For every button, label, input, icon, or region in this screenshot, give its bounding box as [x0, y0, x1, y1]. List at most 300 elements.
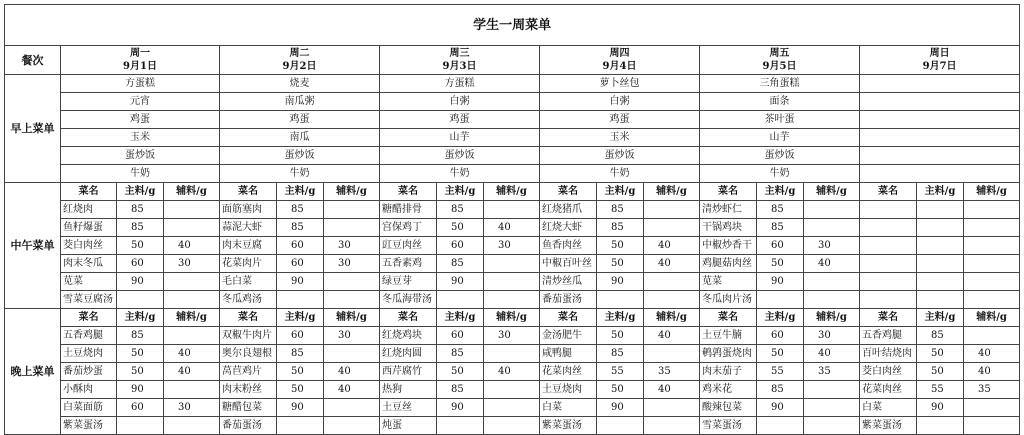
aux-ingredient-header: 辅料/g — [484, 183, 540, 201]
breakfast-item: 元宵 — [61, 93, 220, 111]
main-ingredient-grams: 50 — [437, 363, 484, 381]
aux-ingredient-grams: 30 — [164, 255, 220, 273]
dish-name — [860, 237, 917, 255]
aux-ingredient-grams — [324, 291, 380, 309]
breakfast-item — [860, 129, 1020, 147]
main-ingredient-grams: 85 — [437, 345, 484, 363]
dish-name: 白菜 — [860, 399, 917, 417]
main-ingredient-grams: 50 — [117, 345, 164, 363]
dish-name-header: 菜名 — [700, 309, 757, 327]
aux-ingredient-grams — [644, 345, 700, 363]
aux-ingredient-grams — [644, 399, 700, 417]
main-ingredient-grams: 90 — [597, 399, 644, 417]
breakfast-item: 蛋炒饭 — [220, 147, 380, 165]
dish-name: 冬瓜肉片汤 — [700, 291, 757, 309]
dish-name: 苋菜 — [700, 273, 757, 291]
aux-ingredient-grams: 30 — [324, 237, 380, 255]
aux-ingredient-grams: 40 — [644, 327, 700, 345]
main-ingredient-grams: 90 — [277, 273, 324, 291]
breakfast-item: 牛奶 — [380, 165, 540, 183]
main-ingredient-grams — [597, 417, 644, 435]
lunch-subheader-row — [5, 183, 1020, 201]
title-row — [5, 5, 1020, 46]
meal-label-lunch: 中午菜单 — [5, 183, 61, 309]
dish-name: 土豆烧肉 — [61, 345, 117, 363]
main-ingredient-grams: 50 — [597, 255, 644, 273]
dinner-row — [5, 399, 1020, 417]
main-ingredient-grams — [917, 201, 964, 219]
main-ingredient-grams — [917, 291, 964, 309]
aux-ingredient-grams: 40 — [644, 255, 700, 273]
day-name: 周三 — [449, 48, 470, 59]
dish-name: 花菜肉片 — [220, 255, 277, 273]
main-ingredient-header: 主料/g — [597, 309, 644, 327]
dish-name: 红烧鸡块 — [380, 327, 437, 345]
dinner-row — [5, 381, 1020, 399]
day-header — [540, 46, 700, 75]
lunch-row — [5, 219, 1020, 237]
breakfast-item: 玉米 — [61, 129, 220, 147]
main-ingredient-grams — [917, 237, 964, 255]
dish-name: 中椒炒香干 — [700, 237, 757, 255]
aux-ingredient-grams — [164, 201, 220, 219]
day-date: 9月2日 — [282, 61, 317, 72]
main-ingredient-grams: 90 — [437, 399, 484, 417]
menu-sheet — [4, 4, 1020, 431]
aux-ingredient-header: 辅料/g — [804, 309, 860, 327]
main-ingredient-grams — [757, 417, 804, 435]
dish-name: 紫菜蛋汤 — [61, 417, 117, 435]
dish-name: 肉末茄子 — [700, 363, 757, 381]
aux-ingredient-header: 辅料/g — [964, 183, 1020, 201]
dish-name: 酸辣包菜 — [700, 399, 757, 417]
dish-name: 热狗 — [380, 381, 437, 399]
aux-ingredient-grams — [164, 291, 220, 309]
main-ingredient-grams: 85 — [437, 201, 484, 219]
meal-label-breakfast: 早上菜单 — [5, 75, 61, 183]
breakfast-item: 方蛋糕 — [61, 75, 220, 93]
aux-ingredient-grams — [644, 291, 700, 309]
breakfast-item: 蛋炒饭 — [540, 147, 700, 165]
main-ingredient-grams: 85 — [757, 219, 804, 237]
main-ingredient-grams: 85 — [117, 327, 164, 345]
dish-name: 干锅鸡块 — [700, 219, 757, 237]
aux-ingredient-grams: 30 — [804, 327, 860, 345]
day-header — [380, 46, 540, 75]
main-ingredient-grams: 85 — [597, 219, 644, 237]
dish-name: 紫菜蛋汤 — [540, 417, 597, 435]
dish-name — [860, 273, 917, 291]
dish-name-header: 菜名 — [700, 183, 757, 201]
main-ingredient-header: 主料/g — [437, 183, 484, 201]
dish-name: 鹌鹑蛋烧肉 — [700, 345, 757, 363]
breakfast-item — [860, 147, 1020, 165]
dish-name: 冬瓜鸡汤 — [220, 291, 277, 309]
main-ingredient-grams: 90 — [437, 273, 484, 291]
main-ingredient-grams: 90 — [117, 273, 164, 291]
breakfast-item: 鸡蛋 — [540, 111, 700, 129]
aux-ingredient-grams — [164, 219, 220, 237]
dish-name: 紫菜蛋汤 — [860, 417, 917, 435]
dish-name: 金汤肥牛 — [540, 327, 597, 345]
dish-name — [860, 219, 917, 237]
main-ingredient-grams: 60 — [277, 255, 324, 273]
main-ingredient-grams: 85 — [917, 327, 964, 345]
dish-name: 土豆牛腩 — [700, 327, 757, 345]
dish-name: 红烧肉 — [61, 201, 117, 219]
breakfast-item: 蛋炒饭 — [700, 147, 860, 165]
main-ingredient-grams: 50 — [597, 237, 644, 255]
aux-ingredient-grams: 30 — [164, 399, 220, 417]
breakfast-item: 白粥 — [380, 93, 540, 111]
aux-ingredient-grams — [964, 255, 1020, 273]
main-ingredient-header: 主料/g — [277, 183, 324, 201]
main-ingredient-grams: 50 — [597, 381, 644, 399]
main-ingredient-grams: 90 — [757, 399, 804, 417]
aux-ingredient-grams: 40 — [324, 363, 380, 381]
breakfast-item — [860, 93, 1020, 111]
dish-name: 肉末豆腐 — [220, 237, 277, 255]
dish-name: 红烧肉圆 — [380, 345, 437, 363]
aux-ingredient-header: 辅料/g — [644, 309, 700, 327]
dish-name-header: 菜名 — [61, 183, 117, 201]
aux-ingredient-grams — [644, 273, 700, 291]
main-ingredient-grams: 60 — [437, 327, 484, 345]
breakfast-item: 山芋 — [380, 129, 540, 147]
main-ingredient-grams: 55 — [597, 363, 644, 381]
dish-name-header: 菜名 — [380, 183, 437, 201]
dish-name-header: 菜名 — [540, 183, 597, 201]
main-ingredient-grams: 85 — [757, 201, 804, 219]
aux-ingredient-header: 辅料/g — [324, 309, 380, 327]
main-ingredient-header: 主料/g — [437, 309, 484, 327]
dish-name: 白菜 — [540, 399, 597, 417]
dish-name: 红烧猪爪 — [540, 201, 597, 219]
aux-ingredient-grams — [804, 381, 860, 399]
main-ingredient-grams: 60 — [757, 327, 804, 345]
aux-ingredient-header: 辅料/g — [964, 309, 1020, 327]
main-ingredient-grams: 50 — [917, 363, 964, 381]
breakfast-item: 鸡蛋 — [380, 111, 540, 129]
dish-name: 百叶结烧肉 — [860, 345, 917, 363]
aux-ingredient-grams — [324, 399, 380, 417]
lunch-row — [5, 237, 1020, 255]
breakfast-row — [5, 147, 1020, 165]
main-ingredient-grams: 55 — [757, 363, 804, 381]
dish-name: 土豆烧肉 — [540, 381, 597, 399]
dish-name: 肉末冬瓜 — [61, 255, 117, 273]
dish-name: 鱼籽爆蛋 — [61, 219, 117, 237]
dish-name-header: 菜名 — [380, 309, 437, 327]
dish-name: 小酥肉 — [61, 381, 117, 399]
aux-ingredient-grams — [164, 327, 220, 345]
dish-name-header: 菜名 — [860, 183, 917, 201]
aux-ingredient-grams: 35 — [964, 381, 1020, 399]
aux-ingredient-grams — [484, 291, 540, 309]
lunch-row — [5, 201, 1020, 219]
aux-ingredient-grams — [164, 417, 220, 435]
dish-name — [860, 291, 917, 309]
breakfast-row — [5, 129, 1020, 147]
main-ingredient-grams: 50 — [757, 345, 804, 363]
aux-ingredient-grams — [964, 201, 1020, 219]
main-ingredient-header: 主料/g — [917, 183, 964, 201]
dish-name: 五香素鸡 — [380, 255, 437, 273]
aux-ingredient-grams — [964, 417, 1020, 435]
aux-ingredient-grams — [964, 291, 1020, 309]
aux-ingredient-grams — [804, 417, 860, 435]
dish-name: 五香鸡腿 — [860, 327, 917, 345]
day-header — [700, 46, 860, 75]
day-date: 9月5日 — [762, 61, 797, 72]
main-ingredient-grams: 55 — [917, 381, 964, 399]
aux-ingredient-grams: 30 — [324, 327, 380, 345]
dish-name-header: 菜名 — [220, 309, 277, 327]
day-header-row — [5, 46, 1020, 75]
breakfast-row — [5, 165, 1020, 183]
aux-ingredient-grams — [484, 201, 540, 219]
aux-ingredient-grams: 40 — [804, 255, 860, 273]
breakfast-item: 方蛋糕 — [380, 75, 540, 93]
dinner-row — [5, 417, 1020, 435]
dish-name-header: 菜名 — [860, 309, 917, 327]
main-ingredient-grams — [277, 291, 324, 309]
main-ingredient-grams: 50 — [917, 345, 964, 363]
day-date: 9月7日 — [922, 61, 957, 72]
dish-name: 茭白肉丝 — [61, 237, 117, 255]
breakfast-item: 玉米 — [540, 129, 700, 147]
main-ingredient-header: 主料/g — [917, 309, 964, 327]
aux-ingredient-grams: 40 — [324, 381, 380, 399]
main-ingredient-header: 主料/g — [597, 183, 644, 201]
dish-name: 鸡腿菇肉丝 — [700, 255, 757, 273]
aux-ingredient-header: 辅料/g — [804, 183, 860, 201]
main-ingredient-grams: 50 — [757, 255, 804, 273]
dish-name-header: 菜名 — [220, 183, 277, 201]
main-ingredient-grams: 90 — [917, 399, 964, 417]
breakfast-item: 蛋炒饭 — [61, 147, 220, 165]
aux-ingredient-grams — [804, 399, 860, 417]
aux-ingredient-grams: 40 — [964, 363, 1020, 381]
main-ingredient-grams: 60 — [277, 237, 324, 255]
dish-name: 毛白菜 — [220, 273, 277, 291]
aux-ingredient-grams: 30 — [324, 255, 380, 273]
main-ingredient-header: 主料/g — [277, 309, 324, 327]
main-ingredient-header: 主料/g — [117, 309, 164, 327]
main-ingredient-grams: 90 — [117, 381, 164, 399]
lunch-row — [5, 255, 1020, 273]
aux-ingredient-grams: 40 — [164, 237, 220, 255]
aux-ingredient-grams — [324, 219, 380, 237]
dish-name: 白菜面筋 — [61, 399, 117, 417]
dish-name: 双椒牛肉片 — [220, 327, 277, 345]
aux-ingredient-grams — [484, 399, 540, 417]
lunch-row — [5, 291, 1020, 309]
main-ingredient-grams: 60 — [757, 237, 804, 255]
dish-name: 五香鸡腿 — [61, 327, 117, 345]
breakfast-item: 牛奶 — [61, 165, 220, 183]
dish-name: 清炒丝瓜 — [540, 273, 597, 291]
main-ingredient-grams: 60 — [117, 255, 164, 273]
main-ingredient-grams — [437, 291, 484, 309]
breakfast-item: 茶叶蛋 — [700, 111, 860, 129]
dinner-row — [5, 363, 1020, 381]
aux-ingredient-header: 辅料/g — [164, 309, 220, 327]
dish-name: 番茄蛋汤 — [540, 291, 597, 309]
dish-name: 肉末粉丝 — [220, 381, 277, 399]
breakfast-item: 南瓜粥 — [220, 93, 380, 111]
day-header — [860, 46, 1020, 75]
breakfast-item: 鸡蛋 — [220, 111, 380, 129]
aux-ingredient-grams: 30 — [484, 237, 540, 255]
dish-name: 花菜肉丝 — [540, 363, 597, 381]
aux-ingredient-grams — [964, 273, 1020, 291]
dish-name: 糖醋排骨 — [380, 201, 437, 219]
aux-ingredient-grams — [804, 219, 860, 237]
breakfast-item — [860, 75, 1020, 93]
main-ingredient-grams: 50 — [277, 381, 324, 399]
day-name: 周五 — [769, 48, 790, 59]
dish-name: 番茄炒蛋 — [61, 363, 117, 381]
main-ingredient-grams: 85 — [277, 345, 324, 363]
day-date: 9月4日 — [602, 61, 637, 72]
aux-ingredient-grams — [804, 201, 860, 219]
dish-name: 茭白肉丝 — [860, 363, 917, 381]
page-title: 学生一周菜单 — [5, 5, 1020, 46]
main-ingredient-grams: 85 — [437, 255, 484, 273]
aux-ingredient-grams — [964, 399, 1020, 417]
aux-ingredient-grams — [484, 345, 540, 363]
aux-ingredient-grams: 40 — [644, 237, 700, 255]
main-ingredient-grams: 90 — [757, 273, 804, 291]
aux-ingredient-grams — [164, 381, 220, 399]
dish-name: 炖蛋 — [380, 417, 437, 435]
main-ingredient-grams — [917, 273, 964, 291]
dish-name-header: 菜名 — [540, 309, 597, 327]
aux-ingredient-grams: 40 — [484, 219, 540, 237]
aux-ingredient-grams: 35 — [804, 363, 860, 381]
dish-name: 花菜肉丝 — [860, 381, 917, 399]
aux-ingredient-grams — [964, 327, 1020, 345]
dish-name: 绿豆芽 — [380, 273, 437, 291]
dish-name: 奥尔良翅根 — [220, 345, 277, 363]
aux-ingredient-grams — [644, 417, 700, 435]
aux-ingredient-grams: 40 — [164, 345, 220, 363]
weekly-menu-table — [4, 4, 1020, 435]
main-ingredient-grams: 60 — [117, 399, 164, 417]
dish-name: 雪菜蛋汤 — [700, 417, 757, 435]
main-ingredient-grams: 85 — [117, 201, 164, 219]
aux-ingredient-grams — [324, 273, 380, 291]
aux-ingredient-grams: 40 — [964, 345, 1020, 363]
dish-name: 清炒虾仁 — [700, 201, 757, 219]
main-ingredient-grams: 50 — [117, 363, 164, 381]
breakfast-item: 牛奶 — [700, 165, 860, 183]
aux-ingredient-grams — [324, 345, 380, 363]
dish-name: 红烧大虾 — [540, 219, 597, 237]
breakfast-item: 南瓜 — [220, 129, 380, 147]
aux-ingredient-grams: 40 — [804, 345, 860, 363]
aux-ingredient-grams — [484, 381, 540, 399]
main-ingredient-grams: 50 — [597, 327, 644, 345]
main-ingredient-grams: 85 — [437, 381, 484, 399]
dish-name: 咸鸭腿 — [540, 345, 597, 363]
main-ingredient-grams: 50 — [117, 237, 164, 255]
dish-name: 中椒百叶丝 — [540, 255, 597, 273]
aux-ingredient-grams — [484, 417, 540, 435]
day-date: 9月1日 — [123, 61, 157, 72]
day-name: 周四 — [609, 48, 630, 59]
main-ingredient-grams — [117, 291, 164, 309]
breakfast-item: 鸡蛋 — [61, 111, 220, 129]
aux-ingredient-grams: 30 — [804, 237, 860, 255]
dinner-row — [5, 345, 1020, 363]
aux-ingredient-grams — [644, 201, 700, 219]
aux-ingredient-grams: 40 — [644, 381, 700, 399]
day-header — [61, 46, 220, 75]
aux-ingredient-grams — [964, 219, 1020, 237]
aux-ingredient-grams — [484, 255, 540, 273]
breakfast-item: 萝卜丝包 — [540, 75, 700, 93]
dish-name-header: 菜名 — [61, 309, 117, 327]
dish-name — [860, 201, 917, 219]
dish-name: 鸡米花 — [700, 381, 757, 399]
lunch-row — [5, 273, 1020, 291]
day-name: 周二 — [289, 48, 310, 59]
main-ingredient-grams — [117, 417, 164, 435]
main-ingredient-grams: 90 — [277, 399, 324, 417]
main-ingredient-grams: 50 — [277, 363, 324, 381]
aux-ingredient-grams: 40 — [164, 363, 220, 381]
aux-ingredient-grams — [164, 273, 220, 291]
main-ingredient-grams — [757, 291, 804, 309]
aux-ingredient-grams — [804, 273, 860, 291]
main-ingredient-grams: 85 — [277, 201, 324, 219]
main-ingredient-grams: 50 — [437, 219, 484, 237]
main-ingredient-header: 主料/g — [117, 183, 164, 201]
meal-label-dinner: 晚上菜单 — [5, 309, 61, 435]
main-ingredient-grams — [917, 417, 964, 435]
dinner-row — [5, 327, 1020, 345]
main-ingredient-grams — [917, 255, 964, 273]
main-ingredient-grams: 85 — [597, 345, 644, 363]
breakfast-row — [5, 111, 1020, 129]
dish-name — [860, 255, 917, 273]
dish-name: 番茄蛋汤 — [220, 417, 277, 435]
aux-ingredient-grams — [324, 417, 380, 435]
main-ingredient-grams — [597, 291, 644, 309]
breakfast-item — [860, 111, 1020, 129]
aux-ingredient-grams — [804, 291, 860, 309]
main-ingredient-grams — [917, 219, 964, 237]
dish-name: 雪菜豆腐汤 — [61, 291, 117, 309]
aux-ingredient-header: 辅料/g — [324, 183, 380, 201]
breakfast-item: 山芋 — [700, 129, 860, 147]
dish-name: 西芹腐竹 — [380, 363, 437, 381]
dish-name: 莴苣鸡片 — [220, 363, 277, 381]
main-ingredient-grams: 85 — [117, 219, 164, 237]
main-ingredient-grams: 85 — [277, 219, 324, 237]
main-ingredient-grams — [437, 417, 484, 435]
aux-ingredient-grams: 35 — [644, 363, 700, 381]
breakfast-item: 牛奶 — [220, 165, 380, 183]
breakfast-item: 蛋炒饭 — [380, 147, 540, 165]
breakfast-item: 三角蛋糕 — [700, 75, 860, 93]
main-ingredient-grams: 60 — [437, 237, 484, 255]
aux-ingredient-header: 辅料/g — [164, 183, 220, 201]
breakfast-item: 面条 — [700, 93, 860, 111]
day-date: 9月3日 — [442, 61, 477, 72]
